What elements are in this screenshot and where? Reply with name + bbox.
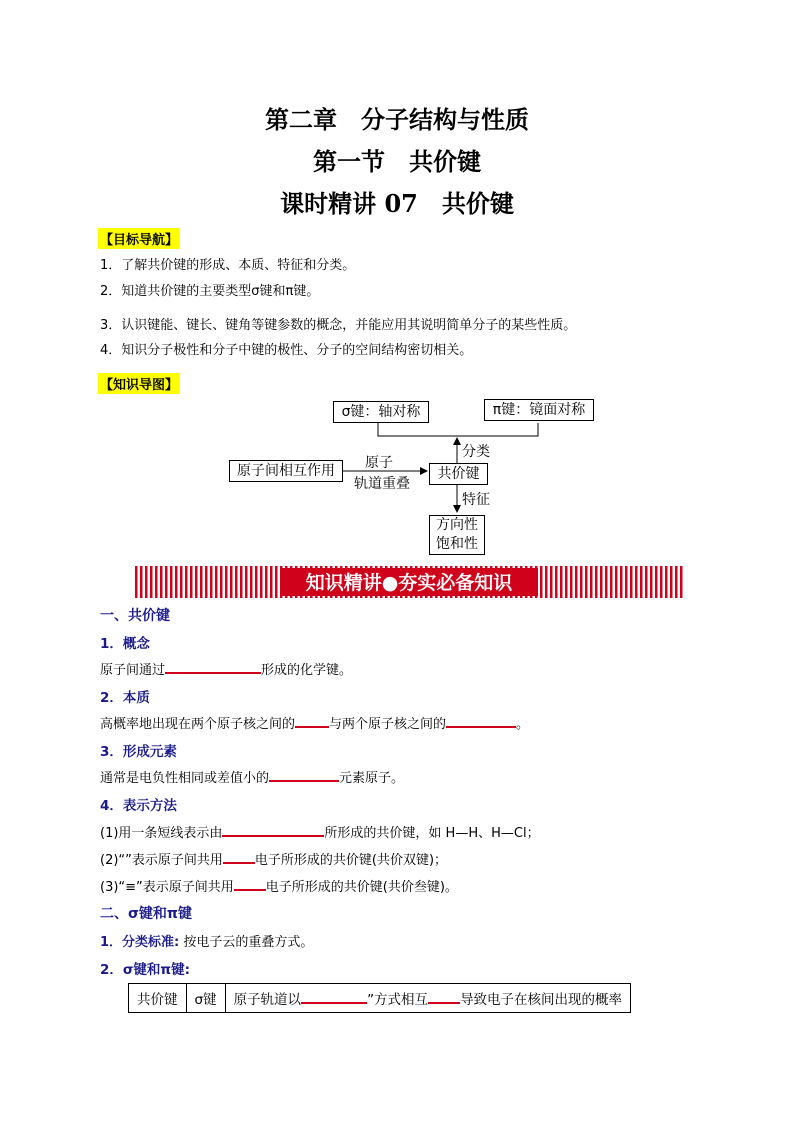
essence-text-a: 高概率地出现在两个原子核之间的 [100,717,296,732]
goal-item-1: 1．了解共价键的形成、本质、特征和分类。 [100,258,356,273]
chapter-title: 第二章 分子结构与性质 [265,105,529,134]
classification-line [100,931,313,950]
elements-text-a: 通常是电负性相同或差值小的 [100,771,270,786]
classify-arrowhead [453,437,461,445]
table-cell-sigma: σ键 [186,984,225,1013]
concept-text-b: 形成的化学键。 [261,663,353,678]
blank-field[interactable] [446,713,516,728]
blank-field[interactable] [234,876,266,891]
table-row [129,984,631,1013]
goal-item-3: 3．认识键能、键长、键角等键参数的概念，并能应用其说明简单分子的某些性质。 [100,318,577,333]
blank-field[interactable] [269,767,339,782]
section2-heading: 二、σ键和π键 [100,906,192,922]
classify-bracket [378,423,538,436]
table-text-c: 导致电子在核间出现的概率 [460,992,623,1008]
banner-text: 知识精讲●夯实必备知识 [305,572,513,594]
source-box: 原子间相互作用 [229,460,343,482]
blank-field[interactable] [222,822,324,837]
feature-arrowhead [453,505,461,513]
arrow-label-top: 原子 [365,455,393,471]
goal-item-4: 4．知识分子极性和分子中键的极性、分子的空间结构密切相关。 [100,343,473,358]
blank-field[interactable] [301,989,367,1004]
repr2-text-a: (2)“”表示原子间共用 [100,853,223,868]
repr1-text-b: 所形成的共价键，如 H—H、H—Cl； [324,826,540,841]
classification-text: 按电子云的重叠方式。 [183,935,314,950]
concept-heading: 1．概念 [100,636,150,652]
blank-field[interactable] [223,849,255,864]
elements-text-b: 元素原子。 [339,771,405,786]
classification-heading: 1．分类标准: [100,935,180,950]
classify-label: 分类 [462,444,490,460]
representation-heading: 4．表示方法 [100,798,177,814]
repr2-text-b: 电子所形成的共价键(共价双键)； [254,853,448,868]
table-cell-description [225,984,631,1013]
goals-tag: 【目标导航】 [98,228,180,249]
representation-line-2 [100,849,447,868]
feature-prop-1: 方向性 [436,517,478,533]
concept-line [100,659,352,678]
essence-text-b: 与两个原子核之间的 [329,717,447,732]
blank-field[interactable] [295,713,329,728]
essence-heading: 2．本质 [100,690,150,706]
section1-heading: 一、共价键 [100,608,170,624]
representation-line-3 [100,876,458,895]
section-banner [135,566,683,598]
blank-field[interactable] [428,989,460,1004]
section-title: 第一节 共价键 [313,147,481,176]
sigma-box: σ键：轴对称 [333,401,429,423]
sigma-pi-heading: 2．σ键和π键: [100,962,190,978]
overlap-arrowhead [420,467,428,475]
blank-field[interactable] [165,659,261,674]
table-text-a: 原子轨道以 [233,992,302,1008]
table-cell-type: 共价键 [129,984,187,1013]
lesson-title: 课时精讲 07 共价键 [280,189,514,218]
elements-line [100,767,404,786]
repr3-text-a: (3)“≡”表示原子间共用 [100,880,234,895]
covalent-bond-box: 共价键 [429,463,488,485]
feature-label: 特征 [462,492,490,508]
concept-text-a: 原子间通过 [100,663,166,678]
bond-table [128,983,631,1013]
pi-box: π键：镜面对称 [484,399,594,421]
table-text-b: ”方式相互 [367,992,429,1008]
elements-heading: 3．形成元素 [100,744,177,760]
representation-line-1 [100,822,540,841]
arrow-label-bottom: 轨道重叠 [354,476,410,492]
mindmap-tag: 【知识导图】 [98,373,180,394]
feature-box [429,515,485,555]
essence-text-c: 。 [516,717,530,732]
feature-prop-2: 饱和性 [436,536,478,552]
goal-item-2: 2．知道共价键的主要类型σ键和π键。 [100,284,320,299]
essence-line [100,713,529,732]
repr3-text-b: 电子所形成的共价键(共价叁键)。 [265,880,458,895]
repr1-text-a: (1)用一条短线表示由 [100,826,223,841]
